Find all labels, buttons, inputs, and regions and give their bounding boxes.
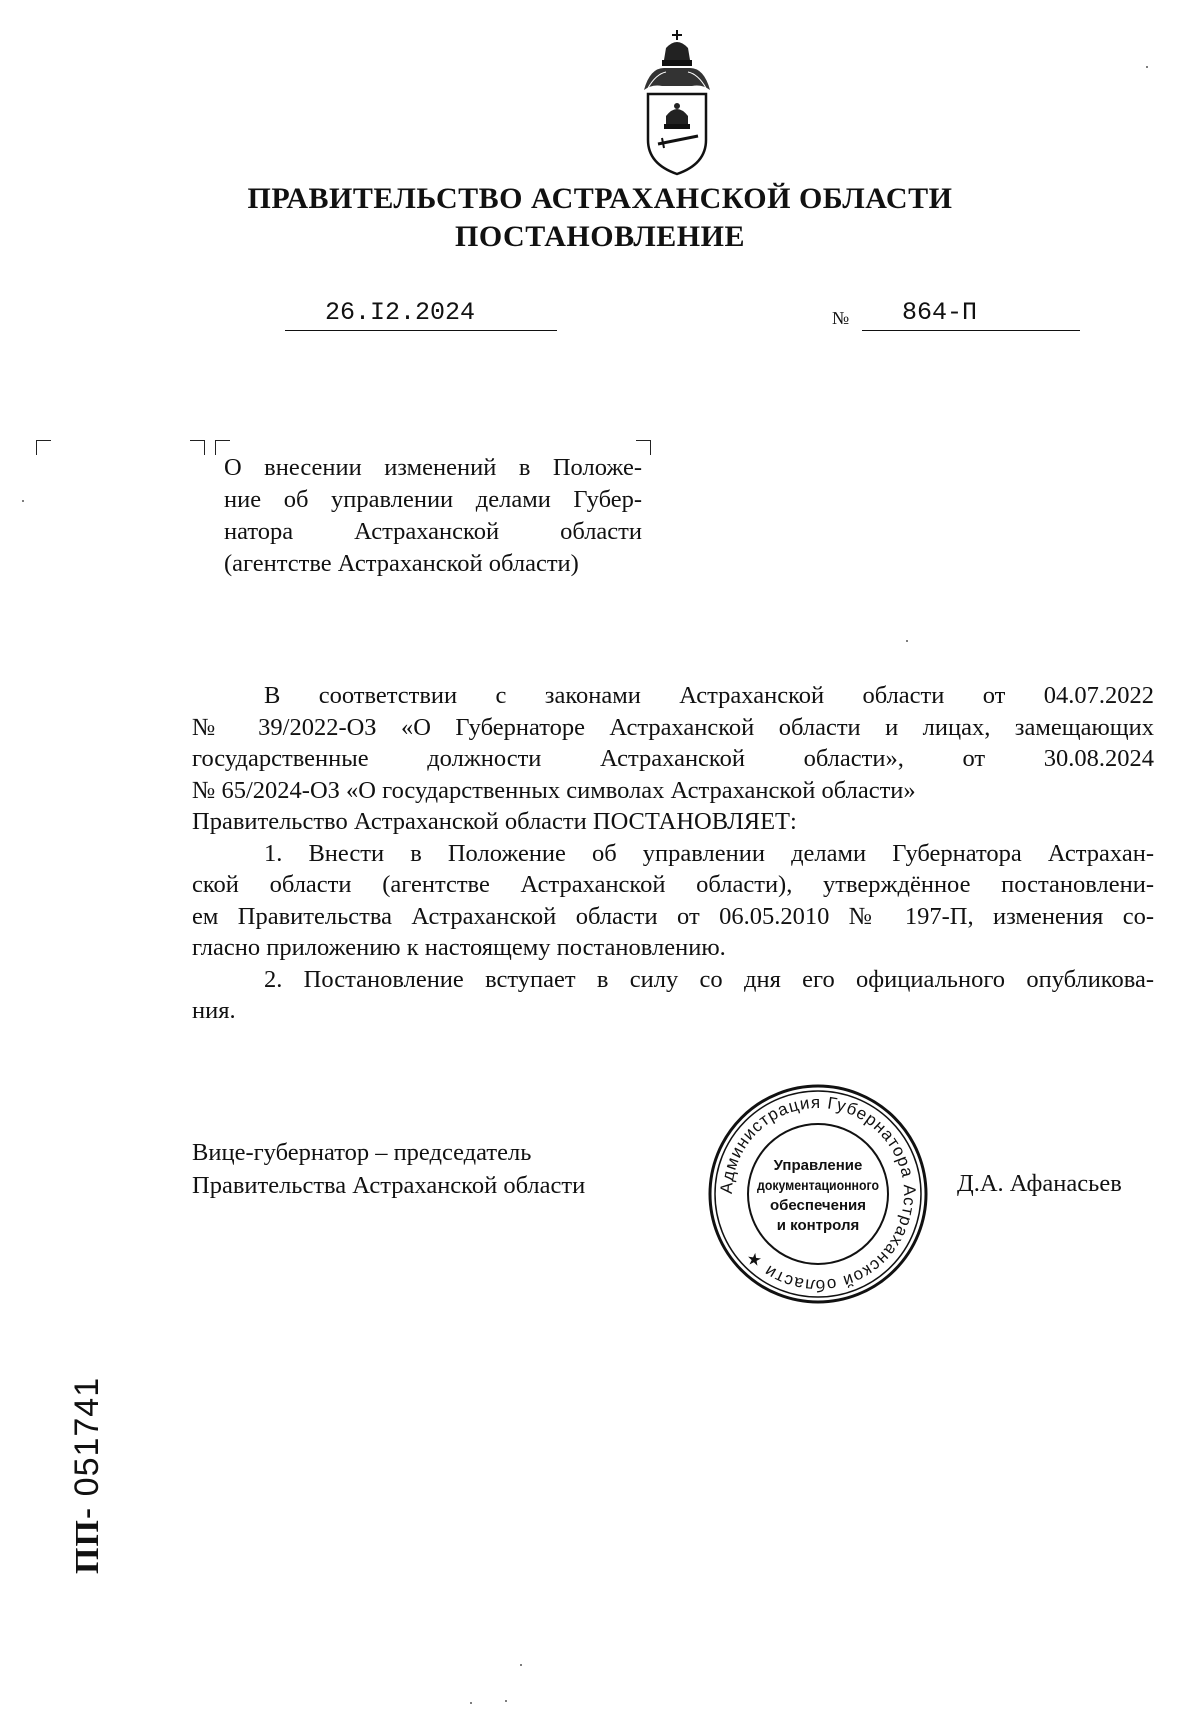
signer-position [192,1136,585,1202]
corner-mark-subject-open-a [190,440,205,455]
scan-speck [470,1702,472,1704]
subject-line: натора Астраханской области [224,518,642,545]
subject-line: ние об управлении делами Губер- [224,486,642,513]
body-line: ской области (агентстве Астраханской области), утверждённое постановлени- [192,871,1154,898]
number-field [862,298,1080,331]
scan-speck [505,1700,507,1702]
date-field [285,298,557,331]
subject-line: (агентстве Астраханской области) [224,550,579,577]
corner-mark-left [36,440,51,455]
scan-speck [906,640,908,642]
body-line: государственные должности Астраханской области», от 30.08.2024 [192,745,1154,772]
body-line: № 65/2024-ОЗ «О государственных символах Астраханской области» [192,776,916,804]
scan-serial-prefix: ПП [69,1519,106,1574]
number-sign: № [832,308,850,328]
scan-speck [520,1664,522,1666]
document-subject [224,452,642,580]
signer-position-line: Правительства Астраханской области [192,1172,586,1199]
scan-serial-digits: - 051741 [68,1376,106,1520]
scan-serial-number [68,1377,107,1574]
scan-speck [1146,66,1148,68]
coat-of-arms-emblem [636,28,718,178]
stamp-ring-text: Администрация Губернатора Астраханской области ★ [716,1092,920,1296]
document-body [192,680,1154,1027]
body-line: гласно приложению к настоящему постановлению. [192,934,726,961]
stamp-center-line: обеспечения [769,1197,867,1214]
signer-position-line: Вице-губернатор – председатель [192,1139,532,1166]
body-line: ния. [192,997,236,1024]
document-type-title: ПОСТАНОВЛЕНИЕ [455,220,745,253]
body-line: 2. Постановление вступает в силу со дня его официального опубликова- [264,965,1154,993]
stamp-center-line: Управление [773,1157,863,1174]
body-line: Правительство Астраханской области ПОСТАНОВЛЯЕТ: [192,808,797,835]
document-number: 864-П [902,298,978,327]
signer-name: Д.А. Афанасьев [957,1170,1122,1197]
body-line: В соответствии с законами Астраханской области от 04.07.2022 [264,682,1154,709]
government-title: ПРАВИТЕЛЬСТВО АСТРАХАНСКОЙ ОБЛАСТИ [247,182,953,215]
subject-line: О внесении изменений в Положе- [224,454,642,481]
body-line: № 39/2022-ОЗ «О Губернаторе Астраханской области и лицах, замещающих [192,713,1154,741]
stamp-center-line: и контроля [776,1217,860,1234]
body-line: 1. Внести в Положение об управлении делами Губернатора Астрахан- [264,839,1154,867]
official-stamp [706,1082,930,1306]
body-line: ем Правительства Астраханской области от 06.05.2010 № 197-П, изменения со- [192,902,1154,930]
document-date: 26.I2.2024 [325,298,476,327]
stamp-center-line: документационного [757,1177,879,1193]
scan-speck [22,500,24,502]
